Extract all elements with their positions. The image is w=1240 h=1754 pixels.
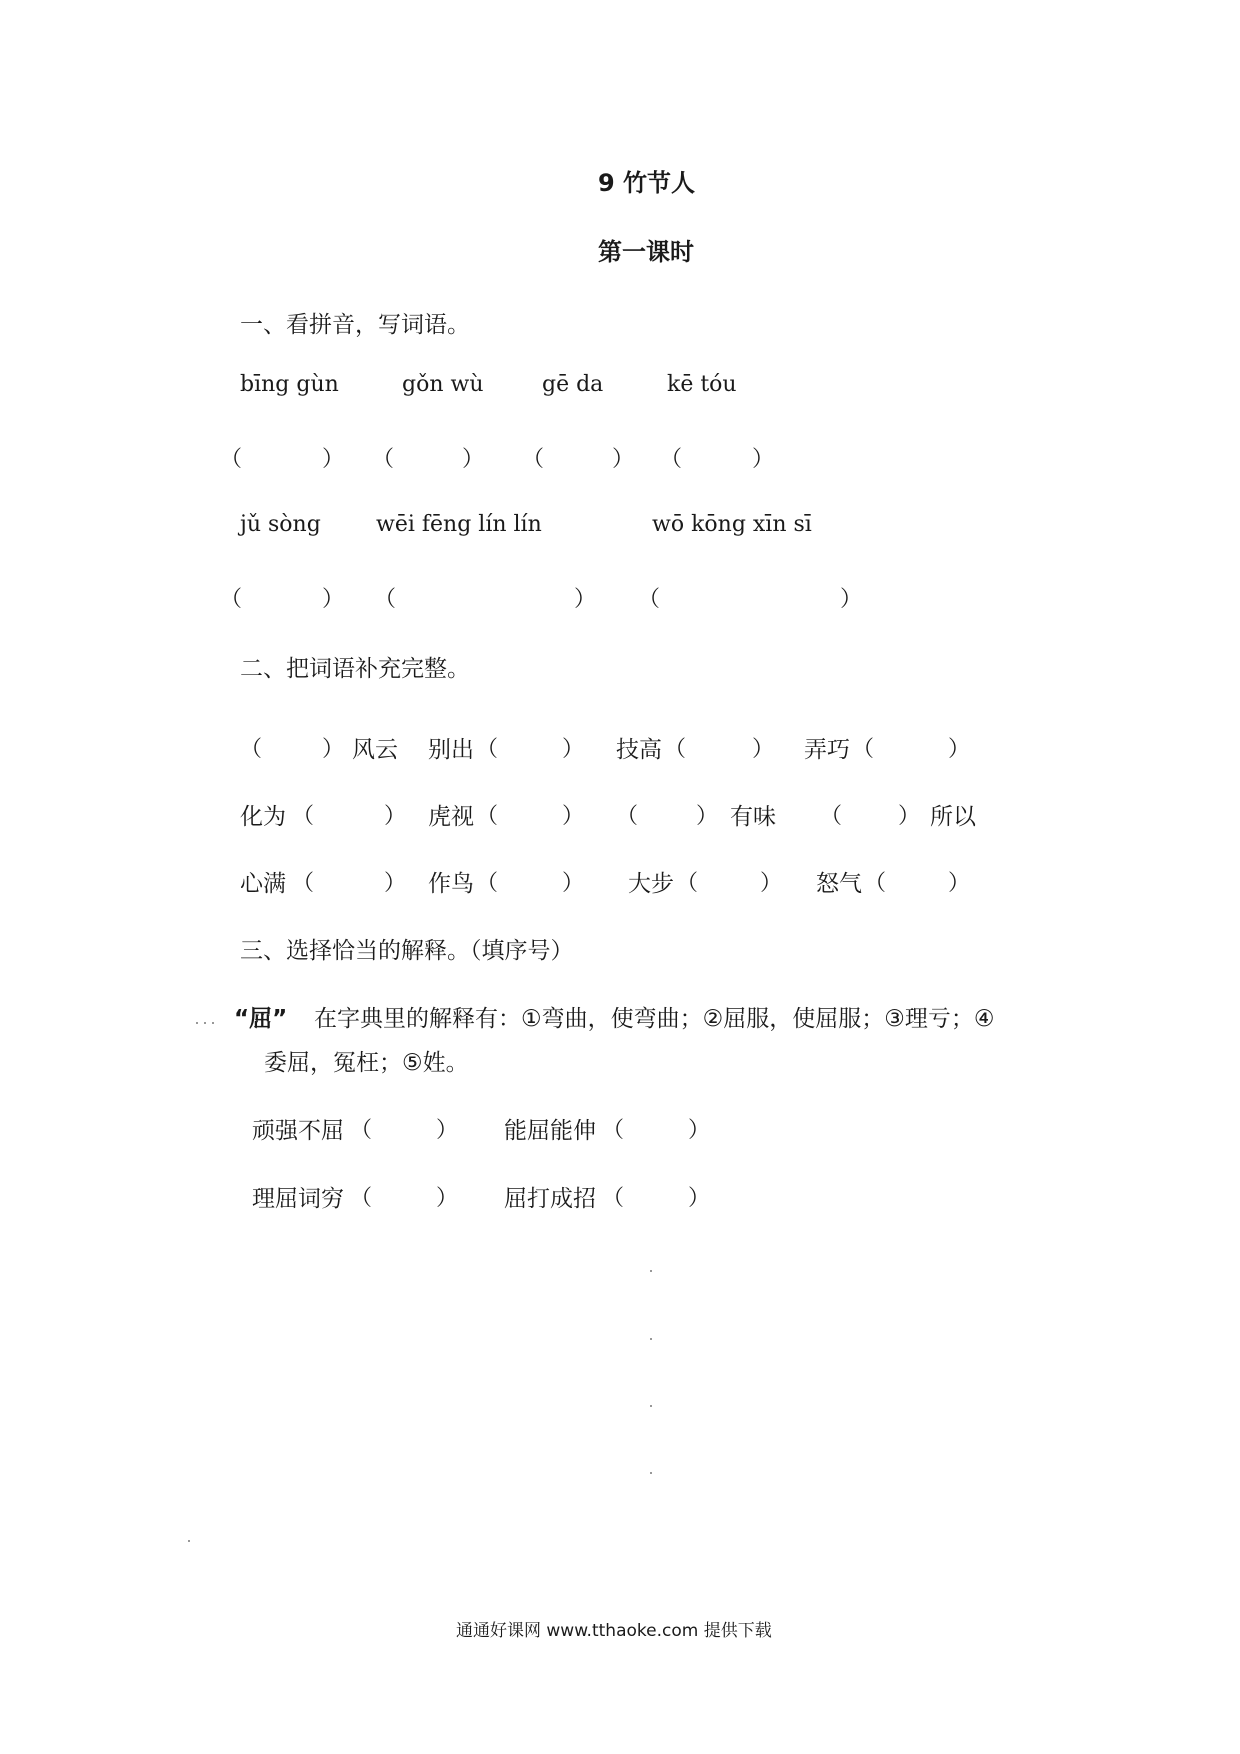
idiom-blank-open: （ <box>664 737 687 762</box>
idiom-xinman: 心满 <box>240 871 286 897</box>
answer-blank-open: （ <box>220 447 243 472</box>
definition-line-1: 在字典里的解释有：①弯曲，使弯曲；②屈服，使屈服；③理亏；④ <box>314 1006 995 1032</box>
item-wanqiang-buqu: 顽强不屈 <box>252 1118 344 1144</box>
answer-blank-close: ） <box>574 587 597 612</box>
answer-blank-close: ） <box>462 447 485 472</box>
idiom-blank-close: ） <box>562 871 585 896</box>
footer-credit: 通通好课网 www.tthaoke.com 提供下载 <box>456 1621 772 1641</box>
answer-blank-open: （ <box>522 447 545 472</box>
item-quda-chengzhao: 屈打成招 <box>504 1186 596 1212</box>
item-nengqu-nengshen: 能屈能伸 <box>504 1118 596 1144</box>
answer-blank-close: ） <box>688 1186 711 1211</box>
idiom-blank-close: ） <box>696 804 719 829</box>
idiom-biechu: 别出 <box>428 737 474 763</box>
scan-speck <box>204 1022 206 1024</box>
page-subtitle: 第一课时 <box>598 238 694 266</box>
idiom-blank-open: （ <box>864 871 887 896</box>
idiom-blank-open: （ <box>292 871 315 896</box>
idiom-blank-open: （ <box>476 871 499 896</box>
answer-blank-close: ） <box>612 447 635 472</box>
answer-blank-close: ） <box>436 1118 459 1143</box>
idiom-hushi: 虎视 <box>428 804 474 830</box>
idiom-blank-open: （ <box>616 804 639 829</box>
answer-blank-close: ） <box>752 447 775 472</box>
idiom-blank-open: （ <box>676 871 699 896</box>
answer-blank-open: （ <box>350 1118 373 1143</box>
idiom-nongqiao: 弄巧 <box>804 737 850 763</box>
idiom-blank-open: （ <box>820 804 843 829</box>
idiom-blank-close: ） <box>322 737 345 762</box>
page-title: 9 竹节人 <box>598 169 696 197</box>
idiom-blank-open: （ <box>292 804 315 829</box>
answer-blank-open: （ <box>220 587 243 612</box>
scan-speck <box>650 1338 652 1340</box>
answer-blank-open: （ <box>350 1186 373 1211</box>
idiom-dabu: 大步 <box>628 871 674 897</box>
idiom-blank-close: ） <box>562 804 585 829</box>
quote-word: “屈” <box>234 1006 288 1032</box>
idiom-blank-close: ） <box>752 737 775 762</box>
scan-speck <box>212 1022 214 1024</box>
idiom-blank-open: （ <box>852 737 875 762</box>
idiom-blank-close: ） <box>562 737 585 762</box>
answer-blank-close: ） <box>688 1118 711 1143</box>
pinyin-ke-tou: kē tóu <box>667 372 737 397</box>
answer-blank-close: ） <box>436 1186 459 1211</box>
answer-blank-close: ） <box>840 587 863 612</box>
idiom-blank-close: ） <box>948 737 971 762</box>
idiom-huawei: 化为 <box>240 804 286 830</box>
section2-heading: 二、把词语补充完整。 <box>240 656 470 682</box>
pinyin-wo-kong-xin-si: wō kōng xīn sī <box>652 512 812 537</box>
scan-speck <box>650 1472 652 1474</box>
section3-heading: 三、选择恰当的解释。（填序号） <box>240 938 574 964</box>
idiom-suoyi: 所以 <box>930 804 976 830</box>
idiom-blank-close: ） <box>898 804 921 829</box>
scan-speck <box>196 1022 198 1024</box>
answer-blank-open: （ <box>638 587 661 612</box>
idiom-jigao: 技高 <box>616 737 662 763</box>
answer-blank-open: （ <box>602 1186 625 1211</box>
scan-speck <box>188 1540 190 1542</box>
section1-heading: 一、看拼音，写词语。 <box>240 312 470 338</box>
idiom-youwei: 有味 <box>730 804 776 830</box>
answer-blank-close: ） <box>322 587 345 612</box>
idiom-fengyun: 风云 <box>352 737 398 763</box>
answer-blank-close: ） <box>322 447 345 472</box>
answer-blank-open: （ <box>602 1118 625 1143</box>
definition-line-2: 委屈，冤枉；⑤姓。 <box>264 1050 469 1076</box>
idiom-blank-close: ） <box>948 871 971 896</box>
answer-blank-open: （ <box>374 587 397 612</box>
idiom-blank-open: （ <box>476 737 499 762</box>
idiom-blank-close: ） <box>384 804 407 829</box>
item-liqu-ciqiong: 理屈词穷 <box>252 1186 344 1212</box>
pinyin-ju-song: jǔ sòng <box>240 512 321 537</box>
answer-blank-open: （ <box>660 447 683 472</box>
pinyin-bing-gun: bīng gùn <box>240 372 339 397</box>
idiom-blank-close: ） <box>384 871 407 896</box>
pinyin-wei-feng-lin-lin: wēi fēng lín lín <box>376 512 542 537</box>
answer-blank-open: （ <box>372 447 395 472</box>
idiom-blank-open: （ <box>476 804 499 829</box>
scan-speck <box>650 1405 652 1407</box>
idiom-blank-open: （ <box>240 737 263 762</box>
pinyin-gan-wu: gǒn wù <box>402 372 484 397</box>
scan-speck <box>650 1270 652 1272</box>
pinyin-ge-da: gē da <box>542 372 604 397</box>
idiom-nuqi: 怒气 <box>816 871 862 897</box>
idiom-zuoniao: 作鸟 <box>428 871 474 897</box>
idiom-blank-close: ） <box>760 871 783 896</box>
